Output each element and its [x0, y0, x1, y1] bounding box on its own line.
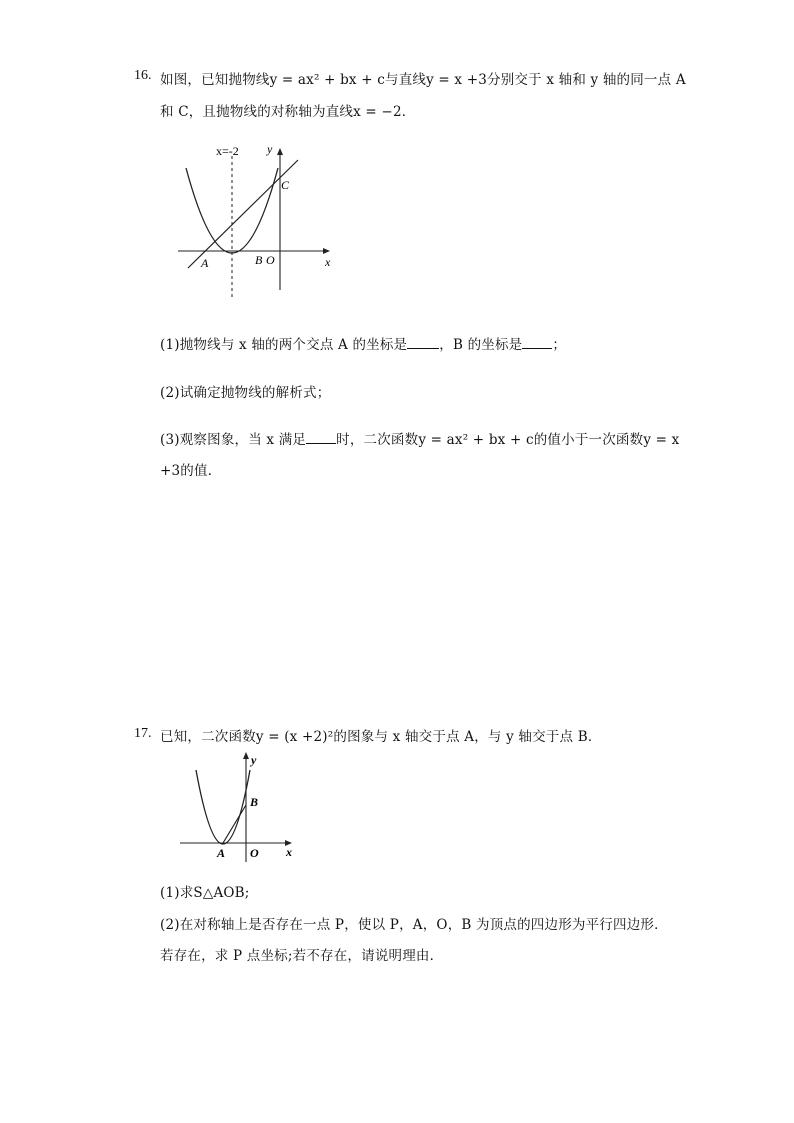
symmetry-axis-label: x=-2 [216, 144, 239, 158]
question-17-part2-line1: (2)在对称轴上是否存在一点 P，使以 P，A，O，B 为顶点的四边形为平行四边形． [160, 917, 668, 933]
question-17-stem: 已知，二次函数y = (x +2)²的图象与 x 轴交于点 A，与 y 轴交于点 B． [160, 729, 602, 745]
point-c-label: C [281, 178, 290, 192]
part3-text-a: (3)观察图象，当 x 满足 [160, 432, 307, 448]
answer-blank-b[interactable] [522, 338, 552, 349]
y-axis-arrow-icon [277, 148, 283, 155]
point-b-label: B [255, 253, 263, 267]
point-o-label: O [250, 846, 259, 860]
answer-blank-x-range[interactable] [306, 433, 336, 444]
part1-text-c: ； [552, 337, 567, 353]
x-axis-arrow-icon [323, 248, 330, 254]
part1-text-a: (1)抛物线与 x 轴的两个交点 A 的坐标是 [160, 337, 408, 353]
question-16-part1 [160, 333, 566, 353]
question-17-part2-line2: 若存在，求 P 点坐标;若不存在，请说明理由． [160, 948, 444, 964]
part3-text-b: 时，二次函数y = ax² + bx + c的值小于一次函数y = x [336, 432, 680, 448]
question-16-stem-line2: 和 C，且抛物线的对称轴为直线x = −2． [160, 104, 416, 120]
question-17-part1: (1)求S△AOB; [160, 885, 250, 901]
question-16-part3-line2: +3的值． [160, 463, 222, 479]
question-17-number: 17. [134, 726, 152, 741]
point-a-label: A [201, 256, 209, 270]
answer-blank-a[interactable] [407, 338, 439, 349]
y-axis-arrow-icon [243, 752, 249, 759]
segment-ab [223, 805, 246, 843]
x-axis-label: x [325, 255, 331, 269]
x-axis-label: x [286, 845, 292, 859]
point-b-label: B [250, 795, 259, 809]
question-17-figure [176, 750, 300, 868]
question-16-number: 16. [134, 68, 152, 83]
y-axis-label: y [251, 753, 257, 767]
question-16-part3 [160, 428, 679, 448]
part1-text-b: ，B 的坐标是 [439, 337, 523, 353]
y-axis-label: y [267, 142, 273, 156]
question-16-figure [170, 138, 340, 300]
point-o-label: O [266, 253, 275, 267]
question-16-stem-line1: 如图，已知抛物线y = ax² + bx + c与直线y = x +3分别交于 x 轴和 y 轴的同一点 A [160, 72, 686, 88]
point-a-label: A [217, 846, 226, 860]
parabola-curve [196, 770, 250, 844]
line-y-eq-x-plus-3 [188, 160, 298, 268]
question-16-part2: (2)试确定抛物线的解析式； [160, 385, 331, 401]
